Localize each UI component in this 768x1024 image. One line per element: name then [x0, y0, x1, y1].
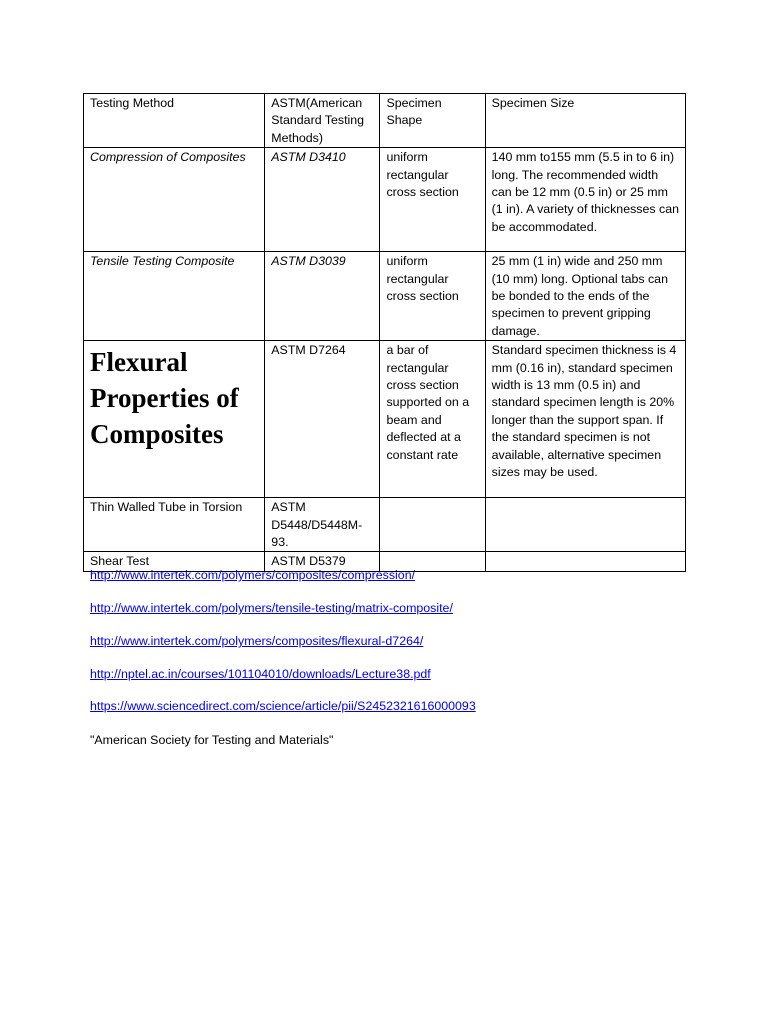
table-header-row: [84, 94, 686, 148]
cell-method: [84, 341, 265, 498]
cell-shape: [380, 498, 485, 552]
table-row-flexural: [84, 341, 686, 498]
cell-astm: ASTM D5448/D5448M-93.: [265, 498, 380, 552]
cell-shape: uniform rectangular cross section: [380, 252, 485, 341]
flexural-title: Flexural Properties of Composites: [90, 347, 239, 450]
cell-size: 140 mm to155 mm (5.5 in to 6 in) long. The recommended width can be 12 mm (0.5 in) or 25 mm (1 in). A variety of thicknesses can be accommodated.: [485, 148, 685, 252]
astm-methods-table: [83, 93, 686, 572]
header-specimen-size: Specimen Size: [485, 94, 685, 148]
link-intertek-flexural[interactable]: http://www.intertek.com/polymers/composites/flexural-d7264/: [90, 634, 424, 648]
cell-size: [485, 552, 685, 571]
cell-shape: uniform rectangular cross section: [380, 148, 485, 252]
table-row-torsion: [84, 498, 686, 552]
cell-size: [485, 498, 685, 552]
header-astm: ASTM(American Standard Testing Methods): [265, 94, 380, 148]
cell-astm: ASTM D3410: [265, 148, 380, 252]
cell-size: 25 mm (1 in) wide and 250 mm (10 mm) long. Optional tabs can be bonded to the ends of the specimen to prevent gripping damage.: [485, 252, 685, 341]
cell-shape: a bar of rectangular cross section supported on a beam and deflected at a constant rate: [380, 341, 485, 498]
header-testing-method: Testing Method: [84, 94, 265, 148]
cell-astm: ASTM D5379: [265, 552, 380, 571]
link-intertek-tensile[interactable]: http://www.intertek.com/polymers/tensile-testing/matrix-composite/: [90, 601, 453, 615]
link-intertek-compression[interactable]: http://www.intertek.com/polymers/composites/compression/: [90, 568, 416, 582]
table-row-tensile: [84, 252, 686, 341]
cell-method: Compression of Composites: [84, 148, 265, 252]
cell-method: Thin Walled Tube in Torsion: [84, 498, 265, 552]
cell-astm: ASTM D3039: [265, 252, 380, 341]
astm-footnote: "American Society for Testing and Materials": [90, 733, 334, 747]
link-sciencedirect[interactable]: https://www.sciencedirect.com/science/article/pii/S2452321616000093: [90, 699, 476, 713]
cell-method: Tensile Testing Composite: [84, 252, 265, 341]
table-row-compression: [84, 148, 686, 252]
header-specimen-shape: Specimen Shape: [380, 94, 485, 148]
link-nptel-lecture[interactable]: http://nptel.ac.in/courses/101104010/downloads/Lecture38.pdf: [90, 667, 431, 681]
cell-astm: ASTM D7264: [265, 341, 380, 498]
cell-size: Standard specimen thickness is 4 mm (0.16 in), standard specimen width is 13 mm (0.5 in) and standard specimen length is 20% longer than the support span. If the standard specimen is not available, alternative specimen sizes may be used.: [485, 341, 685, 498]
cell-method: Shear Test: [84, 552, 265, 571]
